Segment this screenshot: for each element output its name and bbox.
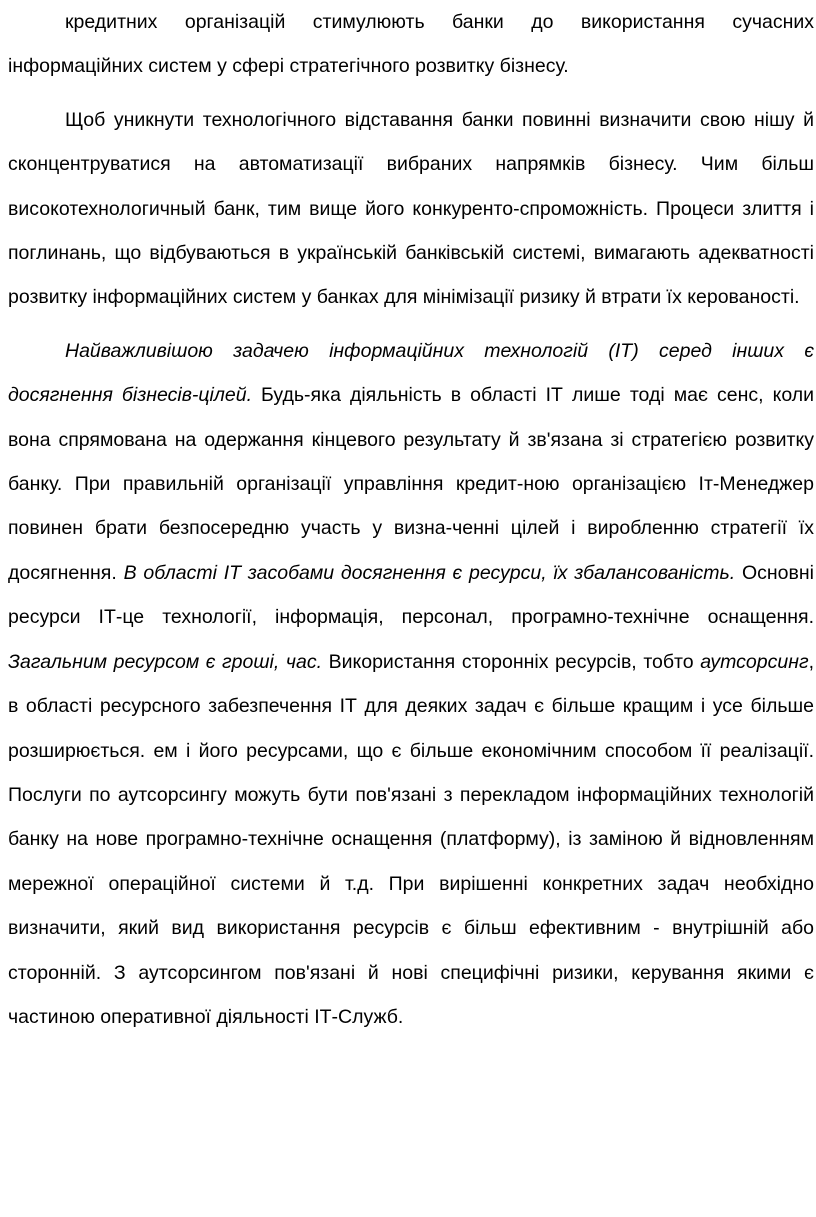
paragraph-text: кредитних організацій стимулюють банки до використання сучасних інформаційних систем у сфері стратегічного розвитку бізнесу. [8, 11, 814, 78]
paragraph [8, 98, 814, 320]
paragraph-text: Будь-яка діяльність в області ІТ лише тоді має сенс, коли вона спрямована на одержання кінцевого результату й зв'язана зі стратегією розвитку банку. При правильній організації управління кредит-ною організацією Іт-Менеджер повинен брати безпосередню участь у визна-ченні цілей і виробленню стратегії їх досягнення. [8, 384, 815, 584]
document-page [8, 0, 814, 1039]
paragraph-text: , в області ресурсного забезпечення ІТ для деяких задач є більше кращим і усе більше розширюється. ем і його ресурсами, що є більше економічним способом її реалізації. Послуги по аутсорсингу можуть бути пов'язані з перекладом інформаційних технологій банку на нове програмно-технічне оснащення (платформу), із заміною й відновленням мережної операційної системи й т.д. При вирішенні конкретних задач необхідно визначити, який вид використання ресурсів є більш ефективним - внутрішній або сторонній. З аутсорсингом пов'язані й нові специфічні ризики, керування якими є частиною оперативної діяльності ІТ-Служб. [8, 650, 814, 1028]
paragraph-text: Використання сторонніх ресурсів, тобто [322, 650, 701, 673]
emphasis-text: аутсорсинг [700, 650, 809, 673]
emphasis-text: Загальним ресурсом є гроші, час. [8, 650, 322, 673]
paragraph-continued [8, 0, 814, 89]
emphasis-text: Найважливішою задачею інформаційних технологій (ІТ) серед інших є досягнення бізнесів-цілей. [8, 339, 814, 407]
emphasis-text: В області ІТ засобами досягнення є ресурси, їх збалансованість. [123, 561, 736, 584]
paragraph-text: Щоб уникнути технологічного відставання банки повинні визначити свою нішу й сконцентруватися на автоматизації вибраних напрямків бізнесу. Чим більш високотехнологичный банк, тим вище його конкуренто-спроможність. Процеси злиття і поглинань, що відбуваються в українській банківській системі, вимагають адекватності розвитку інформаційних систем у банках для мінімізації ризику й втрати їх керованості. [8, 108, 814, 309]
paragraph-text: Основні ресурси ІТ-це технології, інформація, персонал, програмно-технічне оснащення. [8, 561, 814, 629]
paragraph [8, 329, 814, 1040]
